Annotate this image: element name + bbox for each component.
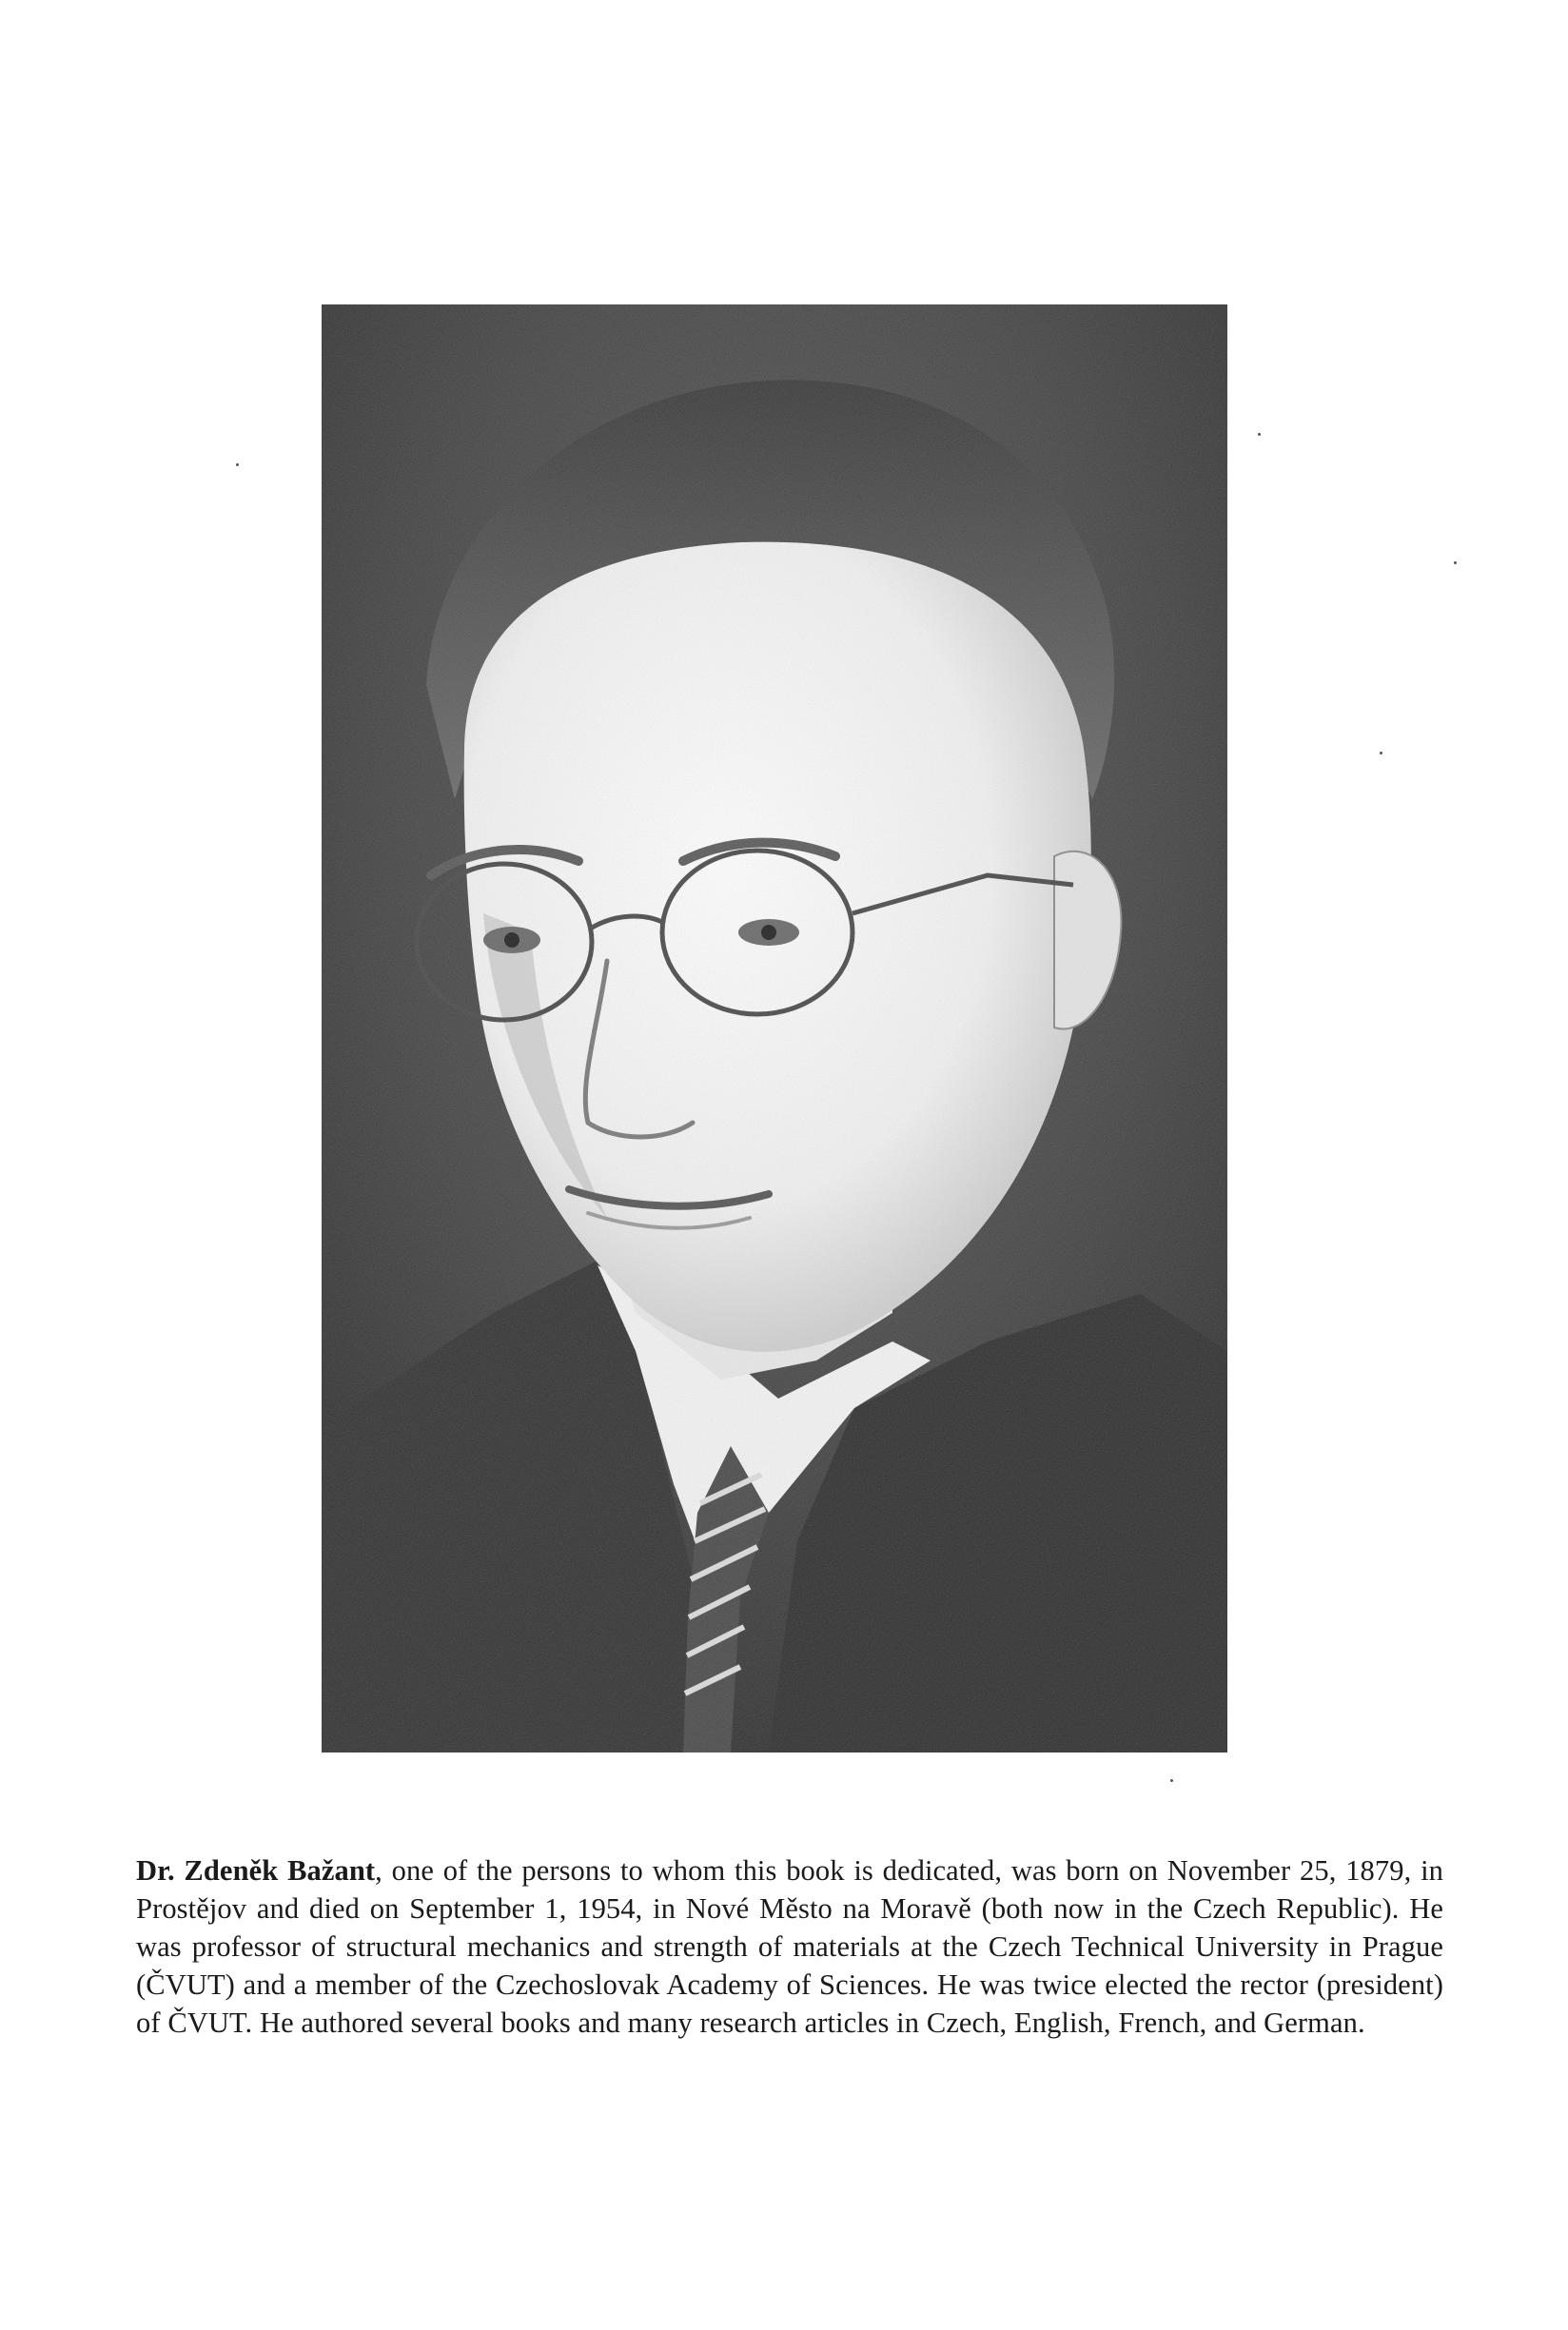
scan-speck xyxy=(1258,433,1261,436)
caption-name: Dr. Zdeněk Bažant xyxy=(136,1853,376,1887)
scan-speck xyxy=(1170,1779,1173,1782)
photo-grain xyxy=(322,304,1227,1752)
scan-speck xyxy=(236,463,239,466)
caption-text: , one of the persons to whom this book is dedicated, was born on November 25, 1879, in Prostějov and died on September 1, 1954, in Nové Město na Moravě (both now in the Czech Republic). He was professor of structural mechanics and strength of materials at the Czech Technical University in Prague (ČVUT) and a member of the Czechoslovak Academy of Sciences. He was twice elected the rector (president) of ČVUT. He authored several books and many research articles in Czech, English, French, and German. xyxy=(136,1853,1443,2039)
scan-speck xyxy=(1380,752,1382,754)
photo-caption xyxy=(136,1851,1443,2042)
portrait-illustration xyxy=(322,304,1227,1752)
scan-speck xyxy=(1454,561,1457,564)
portrait-photo xyxy=(322,304,1227,1752)
